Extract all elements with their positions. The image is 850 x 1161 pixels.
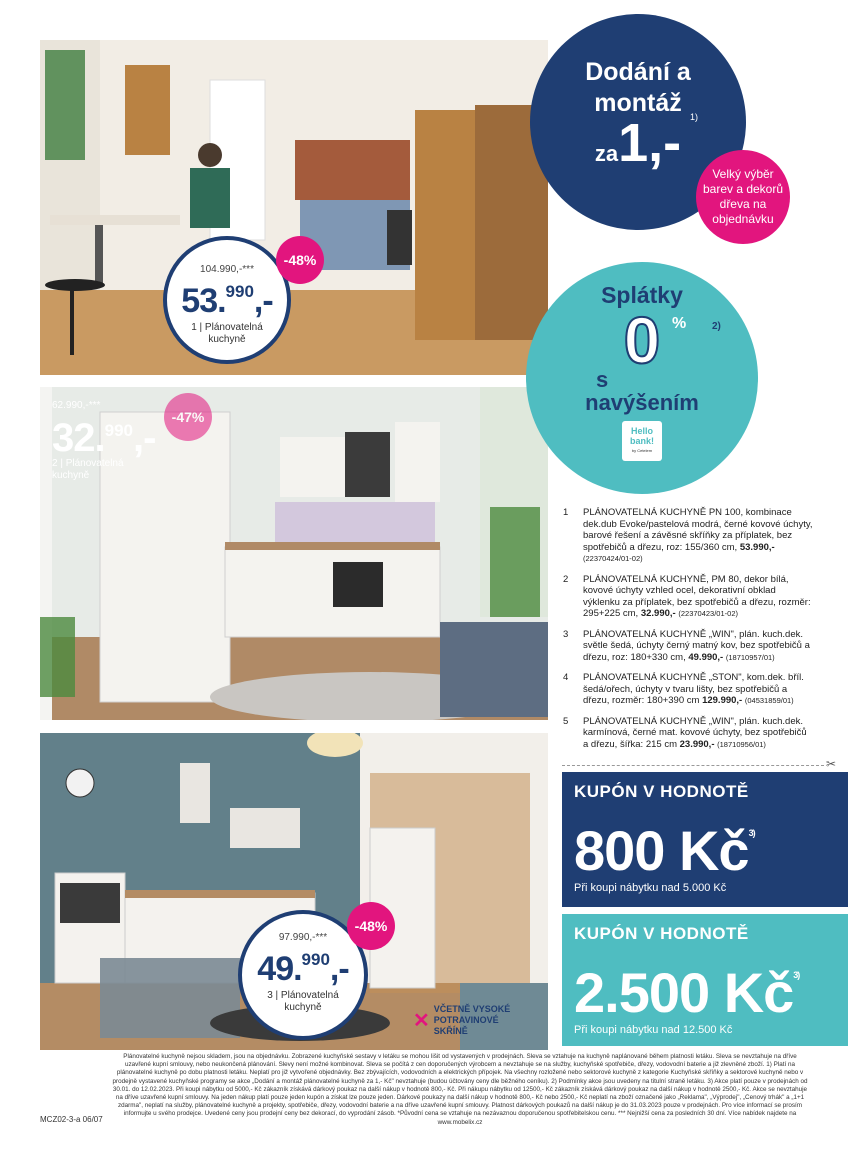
cut-line (562, 765, 824, 766)
list-item: 3 PLÁNOVATELNÁ KUCHYNĚ „WIN", plán. kuch.dek. světle šedá, úchyty černý matný kov, bez spotřebičů a dřezu, roz: 180+330 cm, 49.990,- (18710957/01) (563, 628, 810, 663)
kitchen-1-label: 1 | Plánovatelná kuchyně (191, 322, 263, 345)
coupon-2500-title: KUPÓN V HODNOTĚ (574, 924, 749, 943)
coupon-800 (562, 772, 848, 907)
installment-title: Splátky (601, 282, 683, 308)
coupon-2500 (562, 914, 848, 1046)
cross-icon: ✕ (413, 1010, 430, 1032)
kitchen-2-old-price: 62.990,-*** (52, 400, 101, 411)
kitchen-3-tag (413, 1004, 529, 1037)
kitchen-3-label: 3 | Plánovatelná kuchyně (267, 990, 339, 1013)
hello-bank-logo: Hello bank! by Cetelem (622, 421, 662, 461)
product-list (563, 507, 813, 759)
kitchen-1-discount-badge: -48% (276, 236, 324, 284)
kitchen-1-illustration (40, 40, 548, 375)
coupon-2500-amount: 2.500 $Kč^{3)}$ (574, 961, 800, 1024)
list-item: 2 PLÁNOVATELNÁ KUCHYNĚ, PM 80, dekor bílá, kovové úchyty vzhled ocel, dekorativní obklad výklenku za příplatek, bez spotřebičů a dřezu, rozměr: 295+225 cm, 32.990,- (22370423/01-02) (563, 573, 811, 619)
delivery-line2: montáž (594, 89, 682, 117)
kitchen-3-tag-text: VČETNĚ VYSOKÉ POTRAVINOVÉ SKŘÍNĚ (433, 1004, 511, 1036)
installment-line3: navýšením (585, 390, 699, 415)
page-code: MCZ02-3-a 06/07 (40, 1115, 103, 1124)
kitchen-3-old-price: 97.990,-*** (278, 932, 328, 943)
kitchen-2-price: 32.$^{990}$,- (52, 416, 156, 460)
delivery-price-line: za1,- 1) (594, 112, 698, 173)
kitchen-3-discount-badge: -48% (347, 902, 395, 950)
kitchen-photo-1 (40, 40, 548, 375)
kitchen-1-price: 53.$^{990}$,- (181, 282, 273, 320)
kitchen-1-old-price: 104.990,-*** (200, 264, 254, 275)
kitchen-2-price-block (52, 400, 155, 482)
legal-footnote: Plánovatelné kuchyně nejsou skladem, jsou na objednávku. Zobrazené kuchyňské sestavy v letáku se mohou lišit od vystavených v prodejnách. Sleva se vztahuje na kuchyně naplánované během platnosti letáku. Sleva se nevztahuje na dříve uzavřené kupní smlouvy, nebo neukončená plánování. Slevy není možné kombinovat. Sleva se počítá z cen doporučených výrobcem a nevztahuje se na služby, kuchyňské spotřebiče, dřezy, vodovodní baterie a již zlevněné zboží. 1) Platí na plánovatelné kuchyně po dobu platnosti letáku. Neplatí pro již vytvořené objednávky. Bez zbývajících, vodovodních a elektrických přípojek. Na všechny rozložené nebo sektorové kuchyně z kategorie Kuchyňské skříňky a sektorové kuchyně nebo v prodejně vystavené kuchyňské programy se akce „Dodání a montáž plánovatelné kuchyně za 1,- Kč" nevztahuje (budou účtovány ceny dle běžného ceníku). 2) Podmínky akce jsou uvedeny na titulní straně letáku. 3) Akce platí pouze v prodejnách od 30.01. do 12.02.2023. Při koupi nábytku od 5000,- Kč zákazník získává dárkový poukaz na další nákup v hodnotě 800,- Kč. Při nákupu nábytku od 12500,- Kč zákazník získává dárkový poukaz na další nákup v hodnotě 2500,- Kč. Akce se nevztahuje na dříve uzavřené kupní smlouvy. Na jeden nákup platí pouze jeden kupón a získat lze pouze jeden. Dárkové poukazy na další nákup v hodnotě 800,- Kč nebo 2500,- Kč neplatí na zboží označené jako „Reklama", „Výprodej", „Cenový trhák" a „1+1 zdarma", neplatí na služby, plánovatelné kuchyně a projekty, spotřebiče, dřezy, vodovodní baterie a na dříve uzavřené kupní smlouvy. Platnost dárkových poukazů na další nákup je do 31.03.2023 pouze v prodejnách. Pro více informací se prosím informujte u svého prodejce. Uvedené ceny jsou prodejní ceny bez dekorací, do vyprodání zásob. *Původní cena se vztahuje na nezávaznou doporučenou spotřebitelskou cenu. *** Nejnižší cena za posledních 30 dní. Více nabídek najdete na www.mobelix.cz (112, 1053, 808, 1126)
delivery-line1: Dodání a (585, 58, 691, 86)
installment-line2: s (596, 367, 609, 392)
variety-promo-circle: Velký výběr barev a dekorů dřeva na objednávku (696, 150, 790, 244)
coupon-800-note: Při koupi nábytku nad 5.000 Kč (574, 882, 727, 894)
list-item: 4 PLÁNOVATELNÁ KUCHYNĚ „STON", kom.dek. bříl. šedá/ořech, úchyty v tvaru lišty, bez spotřebičů a dřezu, rozměr: 180+390 cm 129.990,- (04531859/01) (563, 672, 804, 706)
installment-promo-circle (526, 262, 758, 494)
coupon-2500-note: Při koupi nábytku nad 12.500 Kč (574, 1024, 733, 1036)
scissors-icon: ✂ (826, 757, 837, 771)
kitchen-3-price: 49.$^{990}$,- (257, 950, 349, 988)
kitchen-2-label: 2 | Plánovatelná kuchyně (52, 458, 124, 481)
kitchen-1-price-circle (163, 236, 291, 364)
installment-zero: 0 % 2) (623, 303, 721, 377)
list-item: 1 PLÁNOVATELNÁ KUCHYNĚ PN 100, kombinace dek.dub Evoke/pastelová modrá, černé kovové úchyty, barové řešení a závěsné skříňky za příplatek, bez spotřebičů a dřezu, roz: 155/360 cm, 53.990,- (22370424/01-02) (563, 507, 813, 563)
kitchen-2-discount-badge: -47% (164, 393, 212, 441)
coupon-800-title: KUPÓN V HODNOTĚ (574, 782, 749, 801)
coupon-800-amount: 800 $Kč^{3)}$ (574, 819, 755, 882)
list-item: 5 PLÁNOVATELNÁ KUCHYNĚ „WIN", plán. kuch.dek. karmínová, černé mat. kovové úchyty, bez spotřebičů a dřezu, šířka: 215 cm 23.990,- (18710956/01) (563, 715, 807, 750)
